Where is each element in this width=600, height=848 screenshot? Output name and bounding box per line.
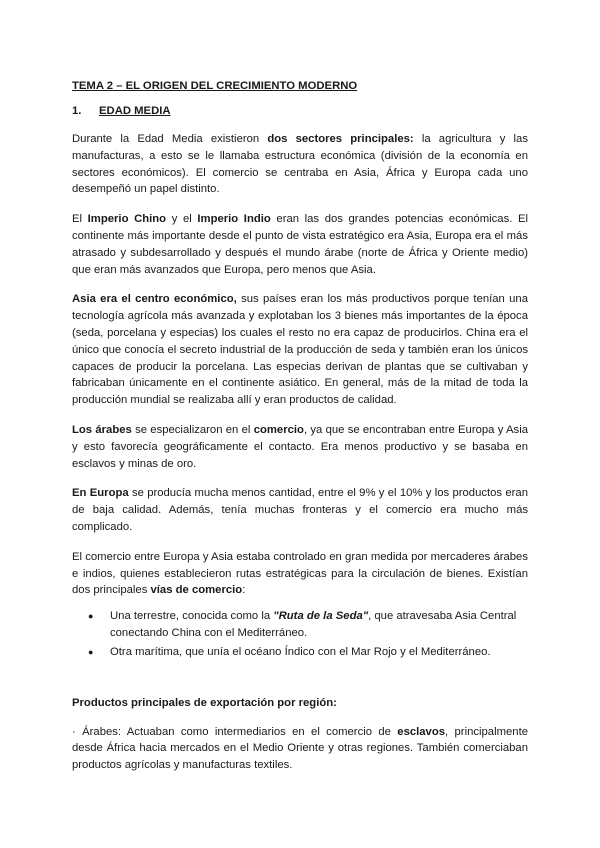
bold-run: Asia era el centro económico, [72, 293, 237, 306]
bold-run: En Europa [72, 487, 129, 500]
bold-italic-run: "Ruta de la Seda" [273, 610, 369, 623]
text-run: la agricultura y las manufacturas, a esto se le llamaba estructura económica (división de la economía en sectores económicos). El comercio se centraba en Asia, África y Europa cada uno desempeñó un papel distinto. [72, 133, 528, 196]
text-run: El comercio entre Europa y Asia estaba controlado en gran medida por mercaderes árabes e indios, quienes establecieron rutas estratégicas para la circulación de bienes. Existían dos principales [72, 550, 528, 597]
text-run: · Árabes: Actuaban como intermediarios en el comercio de [72, 725, 398, 738]
text-run: se producía mucha menos cantidad, entre el 9% y el 10% y los productos eran de baja calidad. Además, tenía muchas fronteras y el comercio era mucho más complicado. [72, 487, 528, 533]
text-run: , ya que se encontraban entre Europa y Asia y esto favorecía geográficamente el contacto. Era menos productivo y se basaba en esclavos y minas de oro. [72, 423, 529, 470]
paragraph-sectors [72, 131, 528, 198]
text-run: , principalmente desde África hacia mercados en el Medio Oriente y otras regiones. También comerciaban productos agrícolas y manufacturas textiles. [72, 725, 528, 772]
text-run: : [242, 584, 246, 597]
bold-run: Imperio Chino [87, 213, 167, 226]
list-item [110, 644, 528, 661]
text-run: sus países eran los más productivos porque tenían una tecnología agrícola más avanzada y explotaban los 3 bienes más importantes de la época (seda, porcelana y especias) los cuales el resto no era capaz de producirlos. China era el único que conocía el secreto industrial de la producción de seda y también eran los únicos capaces de producir la porcelana. Las especias derivan de plantas que se cultivaban y fabricaban únicamente en el continente asiático. En general, más de la mitad de toda la producción mundial se realizaba allí y eran productos de calidad. [72, 293, 528, 407]
bold-run: Los árabes [72, 423, 132, 436]
paragraph-trade [72, 549, 528, 599]
section-heading [72, 105, 528, 117]
paragraph-arab-exports [72, 724, 528, 774]
paragraph-arabs [72, 422, 528, 472]
subheading-exports: Productos principales de exportación por región: [72, 696, 337, 709]
document-page [72, 80, 528, 787]
text-run: El [72, 213, 88, 226]
bold-run: Imperio Indio [197, 213, 271, 226]
bold-run: vías de comercio [150, 584, 243, 597]
trade-routes-list [72, 608, 528, 660]
list-item [110, 608, 528, 642]
paragraph-europe [72, 485, 528, 535]
document-title: TEMA 2 – EL ORIGEN DEL CRECIMIENTO MODERNO [72, 80, 358, 92]
text-run: Otra marítima, que unía el océano Índico con el Mar Rojo y el Mediterráneo. [110, 645, 491, 658]
text-run: Una terrestre, conocida como la [110, 610, 274, 623]
text-run: , que atravesaba Asia Central conectando China con el Mediterráneo. [110, 610, 517, 639]
section-number: 1. [72, 105, 82, 117]
text-run: se especializaron en el [131, 423, 254, 436]
text-run: Durante la Edad Media existieron [72, 133, 268, 145]
section-label: EDAD MEDIA [99, 105, 171, 117]
bold-run: esclavos [397, 725, 446, 738]
bold-run: comercio [253, 423, 304, 436]
bold-run: dos sectores principales: [267, 133, 414, 145]
paragraph-empires [72, 211, 528, 278]
text-run: eran las dos grandes potencias económicas. El continente más importante desde el punto de vista estratégico era Asia, Europa era el más atrasado y subdesarrollado y después el mundo árabe (norte de África y Oriente medio) que eran más avanzados que Europa, pero menos que Asia. [72, 213, 529, 276]
text-run: y el [166, 213, 198, 226]
paragraph-asia [72, 291, 528, 409]
